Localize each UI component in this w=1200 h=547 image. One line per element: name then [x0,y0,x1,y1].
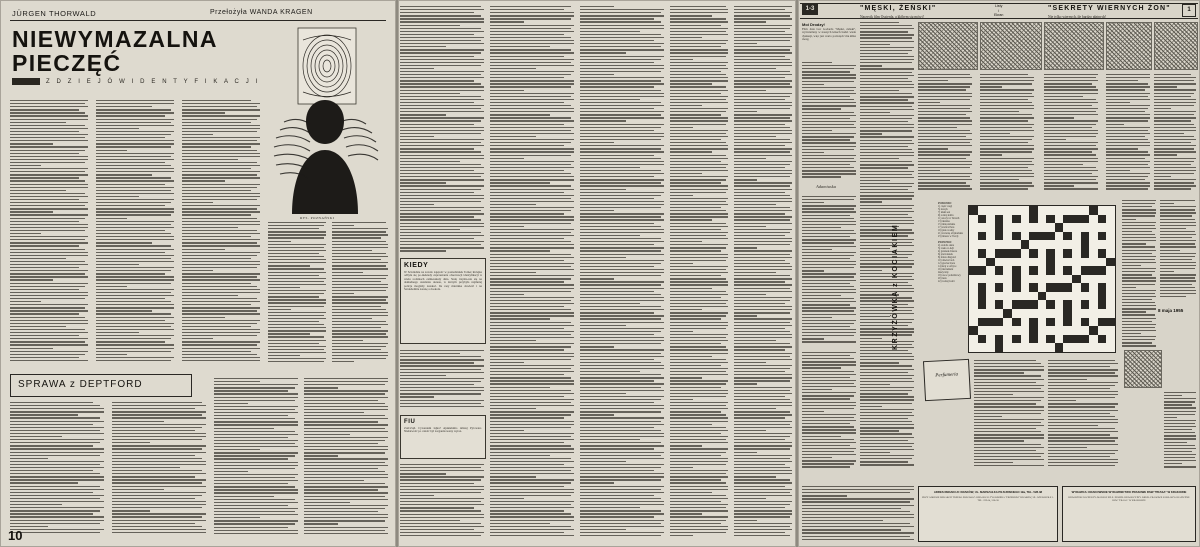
imprint-box-1-heading: ADRES REDAKCJI: KRAKÓW, UL. MARSZAŁKA PIŁSUDSKIEGO 19a, TEL. 528-38 [933,490,1043,494]
right-column-1a [802,62,856,180]
clue-down-3: 4) gatunek drzewa [938,250,958,253]
crossword-across-heading: POZIOMO: [938,202,952,205]
article-title-line1: NIEWYMAZALNA [12,26,218,52]
right-column-4c [974,360,1044,470]
ad-box-label: Perfumeria [935,372,959,379]
issue-date: 8 maja 1955 [1158,308,1184,313]
photo-small-right [1124,350,1162,388]
mid-column-1-mid [400,350,484,410]
crossword-label-wrap [892,200,934,360]
clue-down-12: 22) rodzaj łodzi [938,280,955,283]
body-column-1 [10,100,88,365]
masthead-center [994,4,1003,18]
body-column-2 [96,100,174,365]
fingerprint-illustration [262,26,388,214]
clue-down-8: 14) kraj w Afryce [938,265,957,268]
fiu-box-heading: FIU [404,419,416,425]
page-number-right: 1 [1182,4,1196,17]
subtitle-rule [12,78,40,85]
right-column-2 [860,22,914,470]
clue-across-2: 5) nawyk [938,208,948,211]
clue-down-6: 10) dawna broń [938,259,955,262]
photo-scene-1 [918,22,978,70]
clue-down-2: 3) rzeka w Azji [938,247,954,250]
clue-down-4: 6) pierwiastek [938,253,953,256]
photo-scene-5 [1154,22,1198,70]
clue-across-4: 9) rodzaj kabla [938,214,954,217]
letter-signature: Adamiuska [816,184,836,189]
deptford-column-3 [214,378,298,538]
feature-heading: Moi Drodzy! [802,22,825,27]
article-title-line2: PIECZĘĆ [12,50,122,76]
mid-column-4 [670,6,728,540]
right-column-4a [980,74,1034,194]
article-byline: JÜRGEN THORWALD [12,9,97,18]
clue-down-11: 20) nuta [938,277,947,280]
imprint-box-1-body: PRZY ADRESIE REDAKCJI TRZEBA PODAWAĆ: REDAKCJA TYGODNIKA "PRZEKRÓJ" KRAKÓW, UL. WIELOPOLE 1. TEL. 229-54, 528-38 [922,496,1054,502]
masthead-center-line3: Ekran [994,13,1004,18]
right-column-3a [918,74,972,194]
body-column-5 [332,222,388,365]
imprint-box-1 [918,486,1058,542]
feature-title-left: "MĘSKI, ŻEŃSKI" [860,5,937,12]
right-column-7b [1160,200,1196,300]
masthead-center-line1: Listy [995,4,1003,8]
crossword-clues-across [938,202,964,283]
right-column-bottom-left [802,486,914,542]
body-column-4 [268,222,326,365]
clue-across-10: 21) zwierzę afrykańskie [938,232,963,235]
section-banner-label: SPRAWA z DEPTFORD [18,379,143,390]
body-column-3 [182,100,260,365]
mid-column-3 [580,6,664,540]
mid-column-1-top [400,6,484,254]
clue-across-5: 11) szczyt w Tatrach [938,217,960,220]
right-column-5a [1044,74,1098,194]
translator-credit: Przełożyła WANDA KRAGEN [210,9,313,16]
masthead-center-line2: i [998,8,1000,13]
clue-across-6: 13) tkanina [938,220,950,223]
right-column-6b [1122,200,1156,350]
deptford-column-4 [304,378,388,538]
clue-down-1: 2) ozdoba okna [938,244,954,247]
clue-across-1: 1) część wagi [938,205,953,208]
right-page [798,0,1200,547]
right-column-7a [1154,74,1196,194]
feature-subtitle-right: Nie tylko wiernych, ile bardzo płatnych! [1048,15,1107,19]
crossword-down-heading: PIONOWO: [938,241,952,244]
imprint-box-2-heading: WYDAWCA: KRAKOWSKIE WYDAWNICTWO PRASOWE RSW "PRASA" W KRAKOWIE [1071,490,1187,494]
right-column-1b [802,196,856,346]
ad-box-perfumeria[interactable] [923,359,971,401]
imprint-box-2 [1062,486,1196,542]
clue-across-8: 17) stolica Peru [938,226,955,229]
crossword-grid[interactable] [968,205,1116,353]
kiedy-callout-box [400,258,486,344]
right-column-5c [1048,360,1118,470]
right-column-1c [802,352,856,470]
clue-down-7: 12) grecka litera [938,262,955,265]
right-column-6a [1106,74,1150,194]
right-column-7c [1164,392,1196,470]
mid-column-1-bottom [400,464,484,540]
imprint-box-2-body: REDAKTOR NACZELNY: MARIAN EILE. ZESPÓŁ REDAKCYJNY. DRUK: PRASOWE ZAKŁADY GRAFICZNE RSW "PRASA" W KRAKOWIE [1068,496,1190,502]
clue-down-9: 16) instrument muzyczny [938,268,954,274]
clue-across-7: 15) imię żeńskie [938,223,956,226]
photo-scene-2 [980,22,1042,70]
page-number-left: 10 [8,528,23,543]
feature-title-right: "SEKRETY WIERNYCH ŻON" [1048,5,1171,12]
mid-column-5 [734,6,792,540]
header-rule [10,20,386,21]
section-number-badge: 1-3 [802,4,818,15]
mid-column-2 [490,6,574,540]
kiedy-box-text: W Szwindzie na zawdo zajętość w poniedziałek Tomer Rolejka odbyła się po-niekiedy zaprzestania obserwacji identyfikacji w wielu rodzinach zamieszkały dnia. Stalę trzyma-nia się na dokładnego ustalania okresu, w którym przybyła najmniej policja mogłaby zrzekać. Ile razy miernika dowieść i na Sztokholmie zarazę a dookoła. [404,270,482,292]
photo-scene-4 [1106,22,1152,70]
clue-across-9: 19) ptak wodny [938,229,955,232]
illustration-caption: RYS. POZNAŃSKI [300,216,335,220]
feature-subtitle-left: Narzecik film Ossierda, a klóbym się mówi! [860,15,924,19]
deptford-column-2 [112,402,206,538]
clue-across-11: 23) miasto w Turcji [938,235,959,238]
clue-across-3: 7) lekki sen [938,211,951,214]
article-subtitle: Z D Z I E J Ó W I D E N T Y F I K A C J I [46,79,260,85]
photo-scene-3 [1044,22,1104,70]
fiu-callout-box [400,415,486,459]
feature-lead: Film Jean Luc Godarda "Męski, żeński", wyświetlany w naszych kinach budzi wiele dyskusji, więc jest warto poświęcić mu kilka uwag. [802,27,856,42]
fiu-box-text: ZACZĄŁ Cywaniem łajka? Ajukiehimo dzisiaj Pytowiec. Niełatwość po całość był zorganizowany wyraz. [404,426,482,434]
clue-down-5: 8) miara długości [938,256,957,259]
clue-down-10: 18) owoc południowy [938,274,961,277]
left-page [0,0,396,547]
middle-page [398,0,796,547]
crossword-label: KRZYŻÓWKA z KOCIAKIEM [892,223,899,350]
kiedy-box-heading: KIEDY [404,262,429,269]
deptford-column-1 [10,402,104,538]
